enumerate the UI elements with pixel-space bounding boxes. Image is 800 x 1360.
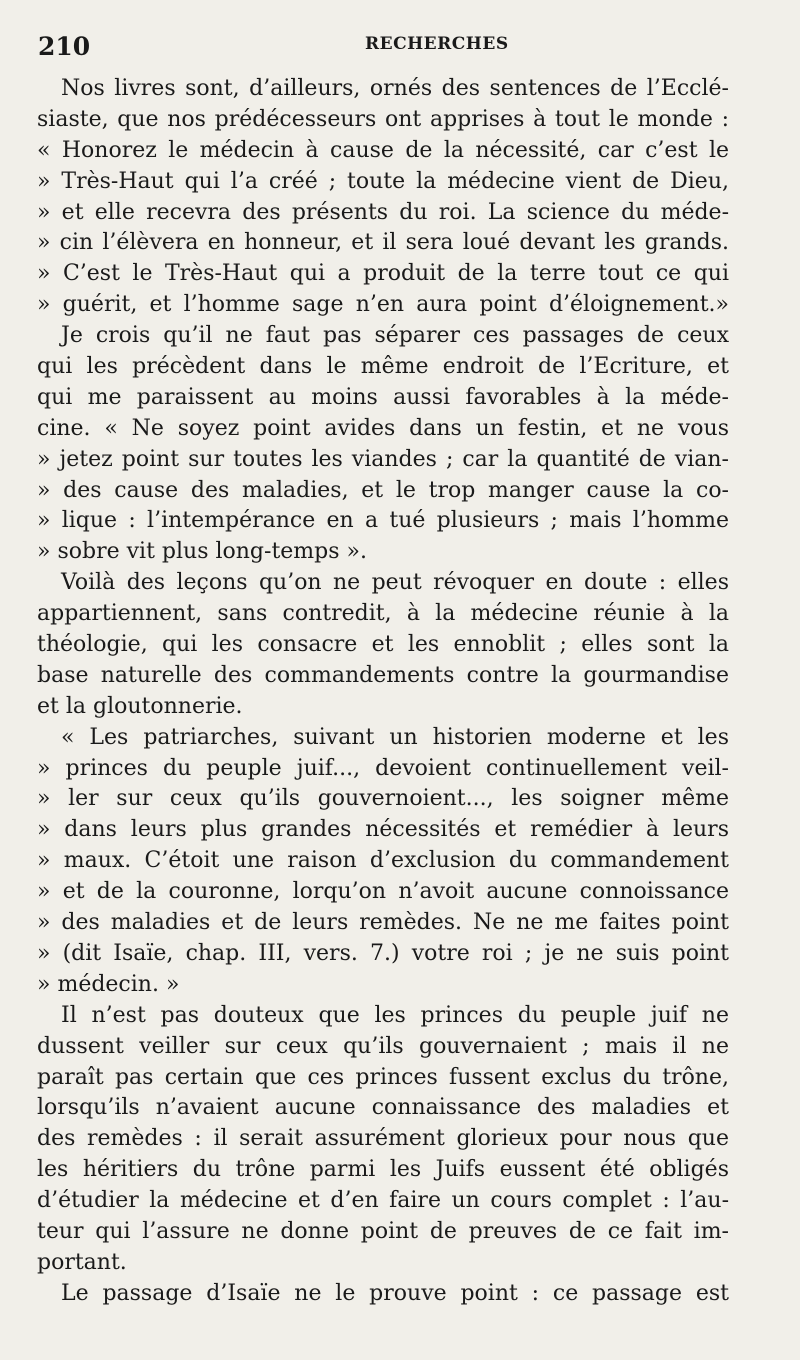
text-line: lorsqu’ils n’avaient aucune connaissance des maladies et (37, 1095, 729, 1121)
text-line: des remèdes : il serait assurément glorieux pour nous que (37, 1126, 729, 1152)
text-line: « Honorez le médecin à cause de la nécessité, car c’est le (37, 137, 729, 163)
text-line: » (dit Isaïe, chap. III, vers. 7.) votre roi ; je ne suis point (37, 940, 729, 966)
text-line: qui me paraissent au moins aussi favorables à la méde- (37, 384, 729, 410)
text-line: dussent veiller sur ceux qu’ils gouvernaient ; mais il ne (37, 1033, 729, 1059)
text-line: » et elle recevra des présents du roi. La science du méde- (37, 199, 729, 225)
page-number: 210 (38, 32, 91, 61)
text-line: Il n’est pas douteux que les princes du peuple juif ne (61, 1002, 729, 1028)
text-line: » guérit, et l’homme sage n’en aura point d’éloignement.» (37, 292, 729, 318)
text-line: Voilà des leçons qu’on ne peut révoquer en doute : elles (61, 570, 729, 596)
text-line: teur qui l’assure ne donne point de preuves de ce fait im- (37, 1218, 729, 1244)
text-line: » cin l’élèvera en honneur, et il sera loué devant les grands. (37, 230, 729, 256)
text-line: » dans leurs plus grandes nécessités et remédier à leurs (37, 817, 729, 843)
running-head: RECHERCHES (365, 34, 509, 54)
text-line: » maux. C’étoit une raison d’exclusion du commandement (37, 848, 729, 874)
text-line: et la gloutonnerie. (37, 693, 243, 719)
text-line: Le passage d’Isaïe ne le prouve point : ce passage est (61, 1280, 729, 1306)
text-line: » médecin. » (37, 971, 180, 997)
text-line: » des maladies et de leurs remèdes. Ne ne me faites point (37, 910, 729, 936)
text-line: » princes du peuple juif..., devoient continuellement veil- (37, 755, 729, 781)
text-line: Nos livres sont, d’ailleurs, ornés des sentences de l’Ecclé- (61, 76, 729, 101)
text-line: siaste, que nos prédécesseurs ont apprises à tout le monde : (37, 106, 729, 132)
text-line: » sobre vit plus long-temps ». (37, 539, 367, 565)
text-line: cine. « Ne soyez point avides dans un festin, et ne vous (37, 415, 729, 441)
text-line: portant. (37, 1249, 127, 1275)
text-line: qui les précèdent dans le même endroit de l’Ecriture, et (37, 354, 729, 380)
text-line: base naturelle des commandements contre la gourmandise (37, 662, 729, 688)
text-line: » ler sur ceux qu’ils gouvernoient..., les soigner même (37, 786, 729, 812)
text-line: » C’est le Très-Haut qui a produit de la terre tout ce qui (37, 261, 729, 287)
text-line: » jetez point sur toutes les viandes ; car la quantité de vian- (37, 446, 729, 472)
text-line: « Les patriarches, suivant un historien moderne et les (61, 724, 729, 750)
body-text (37, 74, 729, 1310)
text-line: appartiennent, sans contredit, à la médecine réunie à la (37, 601, 729, 627)
text-line: d’étudier la médecine et d’en faire un cours complet : l’au- (37, 1188, 729, 1214)
text-line: » lique : l’intempérance en a tué plusieurs ; mais l’homme (37, 508, 729, 534)
page-header (38, 32, 760, 72)
text-line: » des cause des maladies, et le trop manger cause la co- (37, 477, 729, 503)
text-line: les héritiers du trône parmi les Juifs eussent été obligés (37, 1157, 729, 1183)
text-line: » et de la couronne, lorqu’on n’avoit aucune connoissance (37, 879, 729, 905)
text-line: paraît pas certain que ces princes fussent exclus du trône, (37, 1064, 729, 1090)
text-line: théologie, qui les consacre et les ennoblit ; elles sont la (37, 632, 729, 658)
text-line: » Très-Haut qui l’a créé ; toute la médecine vient de Dieu, (37, 168, 729, 194)
text-line: Je crois qu’il ne faut pas séparer ces passages de ceux (61, 323, 729, 349)
